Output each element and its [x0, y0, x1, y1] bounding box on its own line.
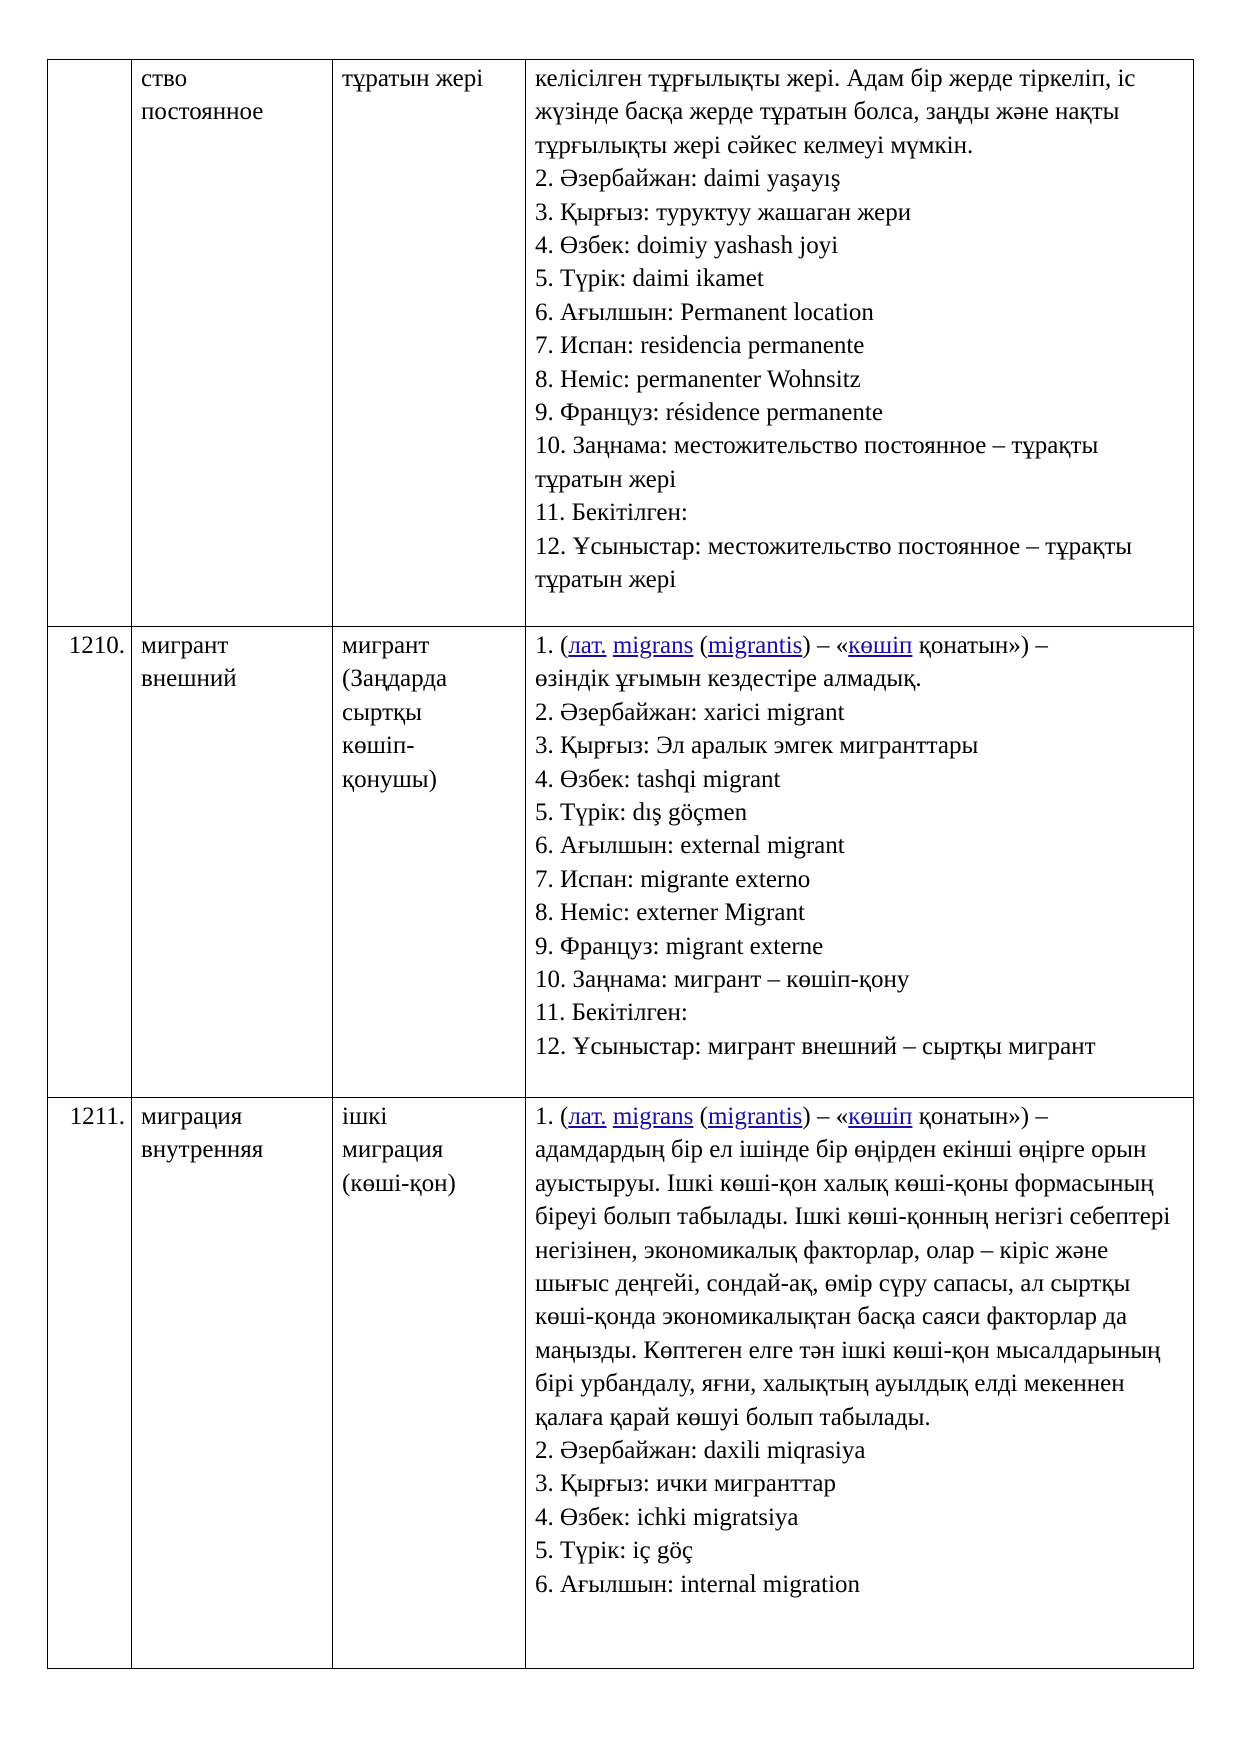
translation-line: 3. Қырғыз: туруктуу жашаган жери [535, 198, 912, 226]
etymology-open: ( [693, 1103, 708, 1130]
translation-line: 6. Ағылшын: Permanent location [535, 298, 874, 326]
kazakh-term-line: тұратын жері [342, 65, 484, 92]
etymology-line [535, 629, 1187, 662]
migrantis-link[interactable]: migrantis [707, 632, 803, 659]
koship-link[interactable]: көшіп [848, 632, 913, 659]
kazakh-term-line: (Заңдарда [342, 665, 448, 693]
translation-line: 3. Қырғыз: Эл аралык эмгек мигранттары [535, 732, 979, 760]
russian-term-line: внутренняя [141, 1136, 264, 1164]
translation-line: 10. Заңнама: мигрант – көшіп-қону [535, 966, 910, 994]
etymology-suffix: қонатын») – [912, 632, 1048, 659]
translation-line: 3. Қырғыз: ички мигранттар [535, 1470, 837, 1498]
translation-line: 9. Француз: migrant externe [535, 932, 824, 960]
translation-line: 4. Өзбек: tashqi migrant [535, 765, 781, 793]
translation-line: 12. Ұсыныстар: мигрант внешний – сыртқы мигрант [535, 1032, 1096, 1060]
migrans-link[interactable]: migrans [612, 632, 694, 659]
etymology-suffix: қонатын») – [912, 1103, 1048, 1130]
etymology-open: ( [693, 632, 708, 659]
kazakh-term-line: қонушы) [342, 765, 437, 793]
kazakh-term-line: (көші-қон) [342, 1169, 456, 1197]
kazakh-term-line: көшіп- [342, 732, 415, 760]
translation-line: 6. Ағылшын: internal migration [535, 1570, 861, 1598]
etymology-line [535, 1100, 1187, 1133]
translation-line: 8. Неміс: permanenter Wohnsitz [535, 365, 861, 393]
translation-line: 2. Әзербайжан: daimi yaşayış [535, 165, 841, 193]
row-number [48, 60, 132, 627]
table-row [48, 60, 1194, 627]
translation-line: 9. Француз: résidence permanente [535, 399, 883, 427]
russian-term-cell [132, 1098, 333, 1669]
translation-line: 11. Бекітілген: [535, 999, 688, 1027]
kazakh-term-line: ішкі [342, 1103, 388, 1130]
kazakh-term-line: миграция [342, 1136, 444, 1164]
translation-line: 8. Неміс: externer Migrant [535, 899, 805, 927]
russian-term-line: внешний [141, 665, 237, 693]
latin-link[interactable]: лат. [568, 1103, 607, 1130]
translation-line: 11. Бекітілген: [535, 499, 688, 527]
kazakh-term-line: сыртқы [342, 698, 422, 726]
russian-term-line: миграция [141, 1103, 243, 1130]
definition-cell [526, 627, 1194, 1098]
translation-line: 2. Әзербайжан: daxili miqrasiya [535, 1437, 866, 1465]
migrans-link[interactable]: migrans [612, 1103, 694, 1130]
translation-line: 5. Түрік: iç göç [535, 1537, 693, 1565]
kazakh-term-line: мигрант [342, 632, 430, 659]
definition-text: өзіндік ұғымын кездестіре алмадық. [535, 665, 922, 693]
russian-term-line: ство [141, 65, 188, 92]
kazakh-term-cell [333, 60, 526, 627]
russian-term-cell [132, 60, 333, 627]
definition-cell [526, 1098, 1194, 1669]
etymology-prefix: 1. ( [535, 1103, 569, 1130]
translation-line: 2. Әзербайжан: xarici migrant [535, 698, 845, 726]
definition-text: келісілген тұрғылықты жері. Адам бір жерде тіркеліп, іс жүзінде басқа жерде тұратын болса, заңды және нақты тұрғылықты жері сәйкес келмеуі мүмкін. [535, 65, 1136, 159]
translation-line: 7. Испан: residencia permanente [535, 332, 865, 360]
translation-line: 4. Өзбек: ichki migratsiya [535, 1503, 799, 1531]
definition-text: адамдардың бір ел ішінде бір өңірден екінші өңірге орын ауыстыруы. Ішкі көші-қон халық көші-қоны формасының біреуі болып табылады. Ішкі көші-қонның негізгі себептері негізінен, экономикалық факторлар, олар – кіріс және шығыс деңгейі, сондай-ақ, өмір сүру сапасы, ал сыртқы көші-қонда экономикалықтан басқа саяси факторлар да маңызды. Көптеген елге тән ішкі көші-қон мысалдарының бірі урбандалу, яғни, халықтың ауылдық елді мекеннен қалаға қарай көшуі болып табылады. [535, 1136, 1171, 1431]
row-number: 1210. [48, 627, 132, 1098]
table-row [48, 1098, 1194, 1669]
russian-term-line: мигрант [141, 632, 229, 659]
table-row [48, 627, 1194, 1098]
translation-line: 10. Заңнама: местожительство постоянное – тұрақты тұратын жері [535, 432, 1099, 493]
kazakh-term-cell [333, 627, 526, 1098]
translation-line: 6. Ағылшын: external migrant [535, 832, 845, 860]
etymology-mid: ) – « [802, 1103, 849, 1130]
translation-line: 4. Өзбек: doimiy yashash joyi [535, 232, 839, 260]
translation-line: 7. Испан: migrante externo [535, 865, 811, 893]
etymology-prefix: 1. ( [535, 632, 569, 659]
russian-term-cell [132, 627, 333, 1098]
translation-line: 5. Түрік: daimi ikamet [535, 265, 764, 293]
row-number: 1211. [48, 1098, 132, 1669]
migrantis-link[interactable]: migrantis [707, 1103, 803, 1130]
terminology-table [47, 59, 1194, 1669]
definition-cell [526, 60, 1194, 627]
russian-term-line: постоянное [141, 98, 264, 126]
koship-link[interactable]: көшіп [848, 1103, 913, 1130]
etymology-mid: ) – « [802, 632, 849, 659]
kazakh-term-cell [333, 1098, 526, 1669]
latin-link[interactable]: лат. [568, 632, 607, 659]
translation-line: 5. Түрік: dış göçmen [535, 799, 748, 827]
translation-line: 12. Ұсыныстар: местожительство постоянное – тұрақты тұратын жері [535, 532, 1133, 594]
